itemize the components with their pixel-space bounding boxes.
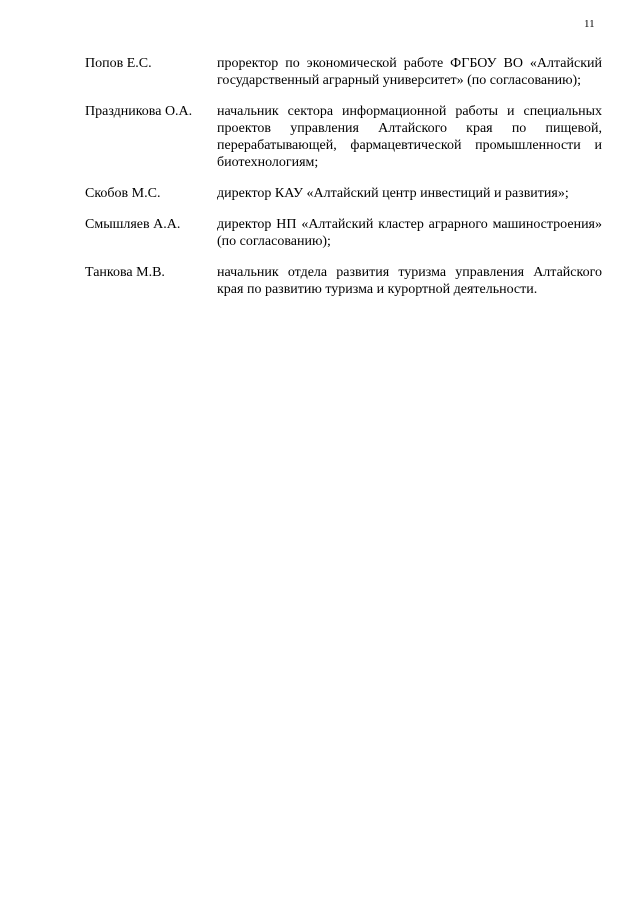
- member-role: начальник сектора информационной работы и специальных проектов управления Алтайского края по пищевой, перерабатывающей, фармацевтической промышленности и биотехнологиям;: [217, 104, 602, 170]
- member-role: начальник отдела развития туризма управления Алтайского края по развитию туризма и курортной деятельности.: [217, 265, 602, 297]
- member-role: директор НП «Алтайский кластер аграрного машиностроения» (по согласованию);: [217, 217, 602, 249]
- member-row: [85, 55, 602, 89]
- member-row: [85, 216, 602, 250]
- member-name: Скобов М.С.: [85, 186, 161, 201]
- member-list: [85, 55, 602, 312]
- member-row: [85, 264, 602, 298]
- member-name: Праздникова О.А.: [85, 104, 193, 119]
- member-role: директор КАУ «Алтайский центр инвестиций и развития»;: [217, 186, 569, 201]
- member-name: Смышляев А.А.: [85, 217, 181, 232]
- page-number: 11: [584, 18, 595, 30]
- member-name: Танкова М.В.: [85, 265, 165, 280]
- member-role: проректор по экономической работе ФГБОУ ВО «Алтайский государственный аграрный университет» (по согласованию);: [217, 56, 602, 88]
- member-name: Попов Е.С.: [85, 56, 152, 71]
- member-row: [85, 185, 602, 202]
- member-row: [85, 103, 602, 171]
